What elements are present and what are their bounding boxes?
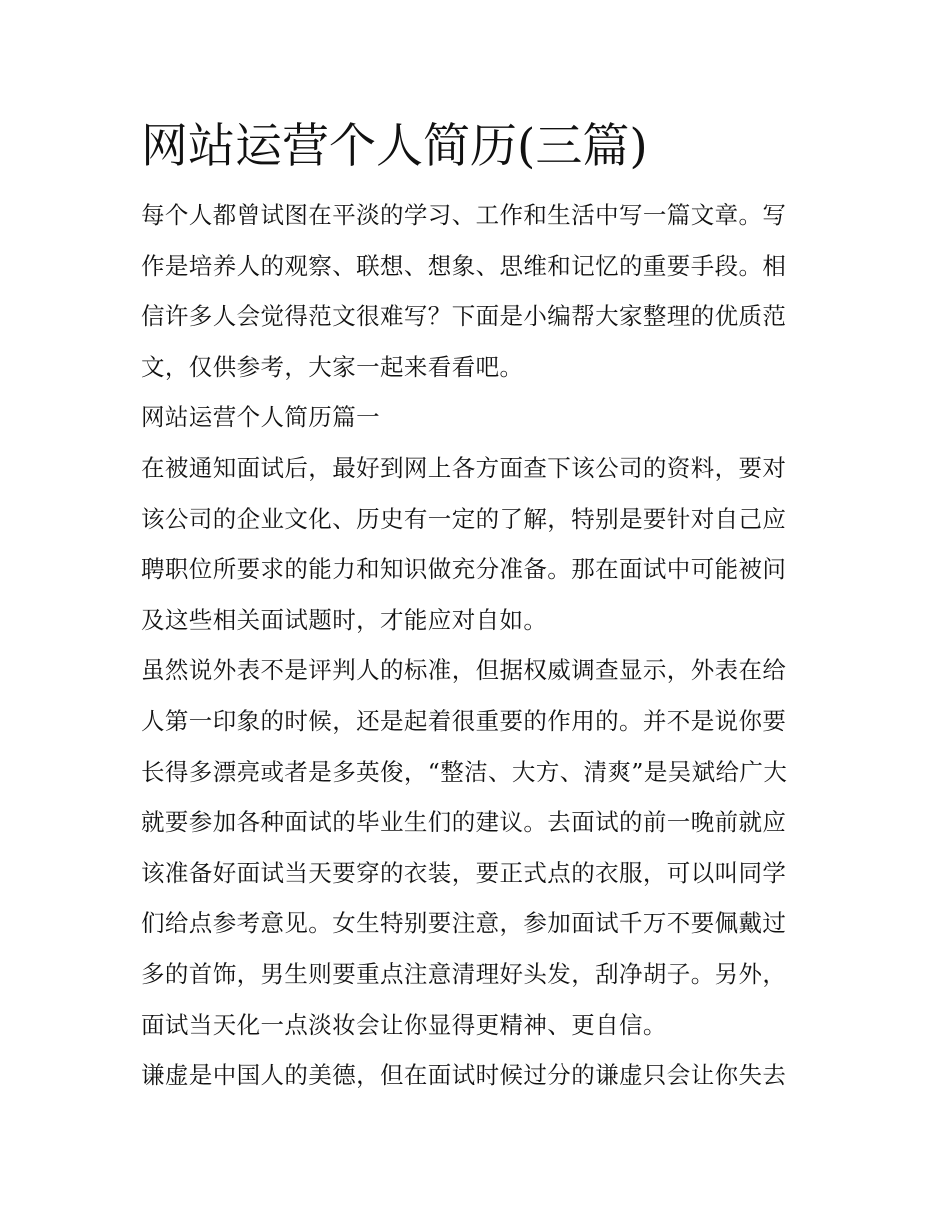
text-line: 人第一印象的时候，还是起着很重要的作用的。并不是说你要 — [141, 706, 787, 735]
text-line: 虽然说外表不是评判人的标准，但据权威调查显示，外表在给 — [141, 656, 787, 685]
text-line: 多的首饰，男生则要重点注意清理好头发，刮净胡子。另外， — [141, 959, 787, 988]
text-line: 就要参加各种面试的毕业生们的建议。去面试的前一晚前就应 — [141, 808, 787, 837]
text-line: 谦虚是中国人的美德，但在面试时候过分的谦虚只会让你失去 — [141, 1061, 787, 1090]
text-line: 作是培养人的观察、联想、想象、思维和记忆的重要手段。相 — [141, 251, 787, 280]
document-body — [141, 112, 813, 1101]
paragraph-modesty — [141, 1050, 813, 1101]
text-line: 们给点参考意见。女生特别要注意，参加面试千万不要佩戴过 — [141, 909, 787, 938]
text-line: 每个人都曾试图在平淡的学习、工作和生活中写一篇文章。写 — [141, 201, 787, 229]
text-line: 网站运营个人简历篇一 — [141, 403, 380, 432]
text-line: 长得多漂亮或者是多英俊，“整洁、大方、清爽”是吴斌给广大 — [141, 757, 788, 786]
text-line: 面试当天化一点淡妆会让你显得更精神、更自信。 — [141, 1010, 667, 1039]
text-line: 在被通知面试后，最好到网上各方面查下该公司的资料，要对 — [141, 453, 787, 482]
paragraph-intro — [141, 190, 813, 392]
text-line: 该准备好面试当天要穿的衣装，要正式点的衣服，可以叫同学 — [141, 858, 787, 887]
document-title: 网站运营个人简历(三篇) — [141, 119, 648, 174]
paragraph-research — [141, 443, 813, 645]
section-heading — [141, 392, 813, 443]
paragraph-appearance — [141, 645, 813, 1050]
text-line: 信许多人会觉得范文很难写？下面是小编帮大家整理的优质范 — [141, 302, 787, 331]
text-line: 文，仅供参考，大家一起来看看吧。 — [141, 352, 524, 381]
text-line: 该公司的企业文化、历史有一定的了解，特别是要针对自己应 — [141, 504, 787, 533]
text-line: 及这些相关面试题时，才能应对自如。 — [141, 605, 548, 634]
text-line: 聘职位所要求的能力和知识做充分准备。那在面试中可能被问 — [141, 555, 787, 584]
